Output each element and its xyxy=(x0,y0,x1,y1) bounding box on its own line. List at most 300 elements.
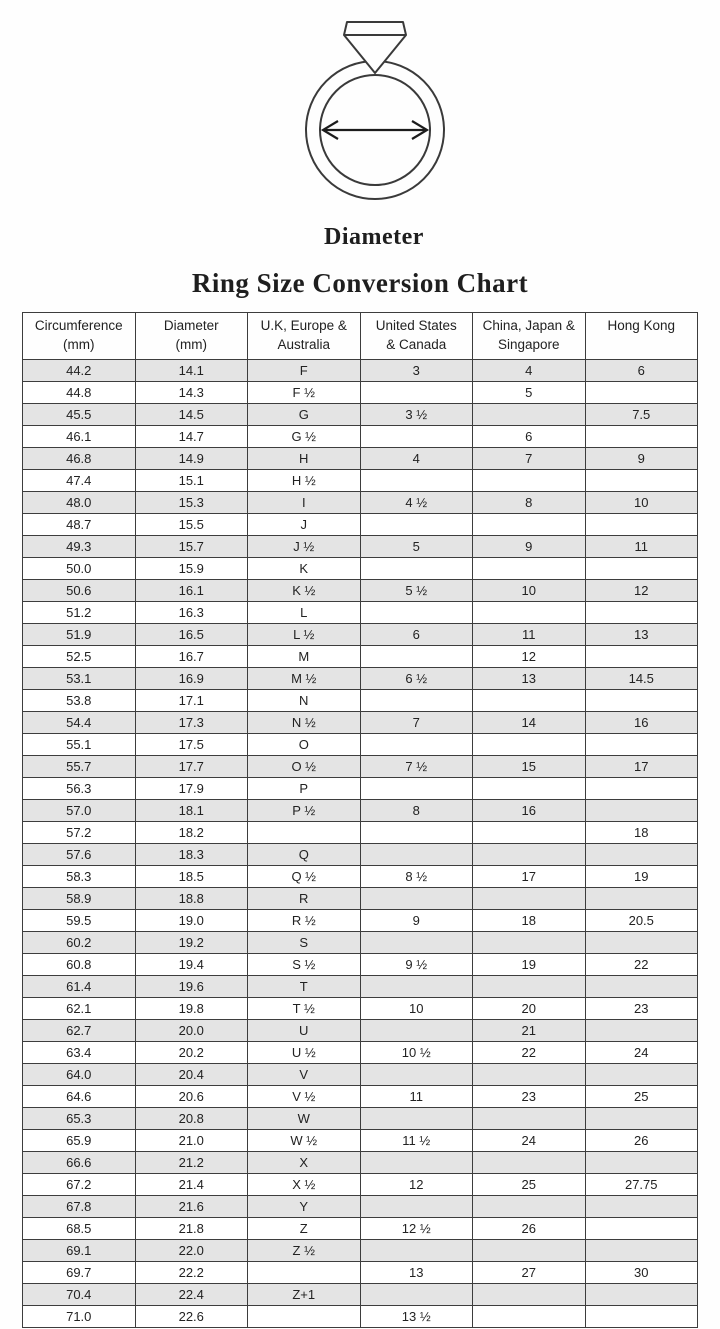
cell-us-canada: 11 xyxy=(360,1086,473,1108)
cell-us-canada: 3 xyxy=(360,360,473,382)
cell-hong-kong xyxy=(585,1108,698,1130)
table-header-row xyxy=(23,313,698,360)
table-row xyxy=(23,426,698,448)
cell-circumference-mm: 64.0 xyxy=(23,1064,136,1086)
cell-china-japan-singapore xyxy=(473,778,586,800)
cell-circumference-mm: 60.2 xyxy=(23,932,136,954)
cell-hong-kong xyxy=(585,1196,698,1218)
cell-hong-kong: 23 xyxy=(585,998,698,1020)
cell-uk-europe-australia: R ½ xyxy=(248,910,361,932)
table-row xyxy=(23,536,698,558)
cell-hong-kong: 7.5 xyxy=(585,404,698,426)
cell-circumference-mm: 65.9 xyxy=(23,1130,136,1152)
cell-diameter-mm: 16.1 xyxy=(135,580,248,602)
cell-hong-kong xyxy=(585,800,698,822)
cell-china-japan-singapore: 15 xyxy=(473,756,586,778)
cell-circumference-mm: 57.0 xyxy=(23,800,136,822)
cell-circumference-mm: 48.0 xyxy=(23,492,136,514)
cell-uk-europe-australia: F ½ xyxy=(248,382,361,404)
cell-uk-europe-australia: J xyxy=(248,514,361,536)
cell-us-canada: 7 xyxy=(360,712,473,734)
cell-hong-kong: 27.75 xyxy=(585,1174,698,1196)
cell-china-japan-singapore xyxy=(473,690,586,712)
cell-us-canada: 5 xyxy=(360,536,473,558)
cell-hong-kong: 16 xyxy=(585,712,698,734)
cell-hong-kong: 26 xyxy=(585,1130,698,1152)
cell-us-canada xyxy=(360,1196,473,1218)
cell-china-japan-singapore xyxy=(473,1152,586,1174)
cell-uk-europe-australia: V ½ xyxy=(248,1086,361,1108)
cell-uk-europe-australia: L xyxy=(248,602,361,624)
cell-uk-europe-australia: H xyxy=(248,448,361,470)
cell-diameter-mm: 16.3 xyxy=(135,602,248,624)
cell-us-canada: 9 xyxy=(360,910,473,932)
table-row xyxy=(23,954,698,976)
cell-china-japan-singapore: 26 xyxy=(473,1218,586,1240)
cell-hong-kong: 30 xyxy=(585,1262,698,1284)
cell-diameter-mm: 15.7 xyxy=(135,536,248,558)
cell-uk-europe-australia xyxy=(248,822,361,844)
cell-diameter-mm: 20.2 xyxy=(135,1042,248,1064)
cell-china-japan-singapore xyxy=(473,1284,586,1306)
cell-us-canada xyxy=(360,1240,473,1262)
cell-china-japan-singapore xyxy=(473,888,586,910)
cell-uk-europe-australia: Q ½ xyxy=(248,866,361,888)
cell-hong-kong xyxy=(585,690,698,712)
cell-uk-europe-australia: M ½ xyxy=(248,668,361,690)
table-row xyxy=(23,1218,698,1240)
cell-hong-kong: 25 xyxy=(585,1086,698,1108)
table-row xyxy=(23,1152,698,1174)
cell-diameter-mm: 19.8 xyxy=(135,998,248,1020)
cell-circumference-mm: 66.6 xyxy=(23,1152,136,1174)
table-row xyxy=(23,866,698,888)
cell-uk-europe-australia: V xyxy=(248,1064,361,1086)
cell-hong-kong xyxy=(585,514,698,536)
cell-china-japan-singapore xyxy=(473,734,586,756)
cell-circumference-mm: 61.4 xyxy=(23,976,136,998)
table-row xyxy=(23,360,698,382)
cell-us-canada xyxy=(360,1152,473,1174)
cell-circumference-mm: 44.8 xyxy=(23,382,136,404)
table-row xyxy=(23,470,698,492)
table-row xyxy=(23,734,698,756)
table-row xyxy=(23,1042,698,1064)
cell-us-canada: 13 xyxy=(360,1262,473,1284)
cell-circumference-mm: 63.4 xyxy=(23,1042,136,1064)
cell-china-japan-singapore: 19 xyxy=(473,954,586,976)
cell-circumference-mm: 58.3 xyxy=(23,866,136,888)
table-row xyxy=(23,668,698,690)
cell-hong-kong xyxy=(585,734,698,756)
cell-circumference-mm: 46.1 xyxy=(23,426,136,448)
cell-hong-kong: 13 xyxy=(585,624,698,646)
table-row xyxy=(23,1086,698,1108)
cell-uk-europe-australia: Y xyxy=(248,1196,361,1218)
cell-us-canada: 12 xyxy=(360,1174,473,1196)
cell-circumference-mm: 69.1 xyxy=(23,1240,136,1262)
table-row xyxy=(23,1306,698,1328)
cell-us-canada xyxy=(360,778,473,800)
cell-diameter-mm: 21.6 xyxy=(135,1196,248,1218)
cell-diameter-mm: 15.3 xyxy=(135,492,248,514)
cell-us-canada xyxy=(360,558,473,580)
cell-uk-europe-australia: O xyxy=(248,734,361,756)
cell-circumference-mm: 67.2 xyxy=(23,1174,136,1196)
cell-uk-europe-australia: P xyxy=(248,778,361,800)
cell-uk-europe-australia: S xyxy=(248,932,361,954)
cell-china-japan-singapore: 16 xyxy=(473,800,586,822)
cell-circumference-mm: 64.6 xyxy=(23,1086,136,1108)
table-row xyxy=(23,932,698,954)
cell-china-japan-singapore: 4 xyxy=(473,360,586,382)
table-row xyxy=(23,1130,698,1152)
table-row xyxy=(23,712,698,734)
cell-circumference-mm: 60.8 xyxy=(23,954,136,976)
cell-diameter-mm: 15.5 xyxy=(135,514,248,536)
cell-diameter-mm: 18.1 xyxy=(135,800,248,822)
table-row xyxy=(23,844,698,866)
cell-uk-europe-australia: U ½ xyxy=(248,1042,361,1064)
ring-diagram xyxy=(0,12,720,251)
cell-us-canada xyxy=(360,734,473,756)
cell-diameter-mm: 15.9 xyxy=(135,558,248,580)
cell-uk-europe-australia: X xyxy=(248,1152,361,1174)
table-row xyxy=(23,822,698,844)
cell-us-canada xyxy=(360,822,473,844)
cell-diameter-mm: 14.1 xyxy=(135,360,248,382)
cell-us-canada: 13 ½ xyxy=(360,1306,473,1328)
cell-hong-kong: 12 xyxy=(585,580,698,602)
cell-hong-kong xyxy=(585,1284,698,1306)
cell-us-canada xyxy=(360,1108,473,1130)
cell-diameter-mm: 15.1 xyxy=(135,470,248,492)
table-row xyxy=(23,492,698,514)
cell-circumference-mm: 58.9 xyxy=(23,888,136,910)
cell-uk-europe-australia: P ½ xyxy=(248,800,361,822)
cell-uk-europe-australia: J ½ xyxy=(248,536,361,558)
cell-circumference-mm: 53.1 xyxy=(23,668,136,690)
cell-china-japan-singapore xyxy=(473,1240,586,1262)
cell-diameter-mm: 19.2 xyxy=(135,932,248,954)
cell-us-canada xyxy=(360,932,473,954)
cell-us-canada: 9 ½ xyxy=(360,954,473,976)
cell-hong-kong: 18 xyxy=(585,822,698,844)
cell-uk-europe-australia: X ½ xyxy=(248,1174,361,1196)
cell-diameter-mm: 16.9 xyxy=(135,668,248,690)
cell-us-canada xyxy=(360,690,473,712)
cell-circumference-mm: 51.2 xyxy=(23,602,136,624)
cell-us-canada: 8 xyxy=(360,800,473,822)
table-row xyxy=(23,1196,698,1218)
cell-diameter-mm: 22.2 xyxy=(135,1262,248,1284)
cell-uk-europe-australia: W ½ xyxy=(248,1130,361,1152)
cell-hong-kong: 22 xyxy=(585,954,698,976)
cell-us-canada xyxy=(360,646,473,668)
cell-uk-europe-australia: K xyxy=(248,558,361,580)
cell-uk-europe-australia: L ½ xyxy=(248,624,361,646)
cell-us-canada: 4 ½ xyxy=(360,492,473,514)
cell-circumference-mm: 50.0 xyxy=(23,558,136,580)
cell-us-canada xyxy=(360,382,473,404)
cell-hong-kong: 19 xyxy=(585,866,698,888)
cell-china-japan-singapore xyxy=(473,470,586,492)
cell-us-canada: 8 ½ xyxy=(360,866,473,888)
page-title: Ring Size Conversion Chart xyxy=(191,268,529,298)
cell-us-canada: 6 ½ xyxy=(360,668,473,690)
cell-hong-kong xyxy=(585,1064,698,1086)
cell-china-japan-singapore xyxy=(473,1306,586,1328)
cell-uk-europe-australia: T ½ xyxy=(248,998,361,1020)
cell-uk-europe-australia: N xyxy=(248,690,361,712)
cell-circumference-mm: 54.4 xyxy=(23,712,136,734)
cell-circumference-mm: 71.0 xyxy=(23,1306,136,1328)
cell-us-canada xyxy=(360,426,473,448)
cell-uk-europe-australia: G ½ xyxy=(248,426,361,448)
cell-hong-kong xyxy=(585,778,698,800)
cell-us-canada: 4 xyxy=(360,448,473,470)
cell-uk-europe-australia: R xyxy=(248,888,361,910)
cell-circumference-mm: 49.3 xyxy=(23,536,136,558)
cell-uk-europe-australia: F xyxy=(248,360,361,382)
cell-diameter-mm: 21.8 xyxy=(135,1218,248,1240)
cell-diameter-mm: 20.6 xyxy=(135,1086,248,1108)
table-row xyxy=(23,580,698,602)
cell-diameter-mm: 19.6 xyxy=(135,976,248,998)
cell-circumference-mm: 67.8 xyxy=(23,1196,136,1218)
cell-circumference-mm: 65.3 xyxy=(23,1108,136,1130)
cell-diameter-mm: 22.0 xyxy=(135,1240,248,1262)
cell-diameter-mm: 20.0 xyxy=(135,1020,248,1042)
cell-us-canada xyxy=(360,470,473,492)
cell-hong-kong xyxy=(585,470,698,492)
cell-china-japan-singapore xyxy=(473,932,586,954)
table-row xyxy=(23,602,698,624)
cell-hong-kong: 20.5 xyxy=(585,910,698,932)
table-row xyxy=(23,1064,698,1086)
cell-circumference-mm: 70.4 xyxy=(23,1284,136,1306)
cell-china-japan-singapore xyxy=(473,976,586,998)
cell-uk-europe-australia: G xyxy=(248,404,361,426)
cell-circumference-mm: 55.7 xyxy=(23,756,136,778)
cell-us-canada: 10 xyxy=(360,998,473,1020)
cell-circumference-mm: 68.5 xyxy=(23,1218,136,1240)
cell-diameter-mm: 17.9 xyxy=(135,778,248,800)
cell-diameter-mm: 18.8 xyxy=(135,888,248,910)
cell-diameter-mm: 16.7 xyxy=(135,646,248,668)
table-row xyxy=(23,910,698,932)
cell-hong-kong xyxy=(585,602,698,624)
column-header-diameter-mm: Diameter (mm) xyxy=(135,313,248,360)
cell-circumference-mm: 45.5 xyxy=(23,404,136,426)
cell-circumference-mm: 50.6 xyxy=(23,580,136,602)
cell-circumference-mm: 62.7 xyxy=(23,1020,136,1042)
cell-uk-europe-australia xyxy=(248,1262,361,1284)
table-row xyxy=(23,646,698,668)
cell-diameter-mm: 18.2 xyxy=(135,822,248,844)
cell-china-japan-singapore xyxy=(473,404,586,426)
cell-china-japan-singapore xyxy=(473,602,586,624)
cell-diameter-mm: 17.3 xyxy=(135,712,248,734)
cell-china-japan-singapore: 24 xyxy=(473,1130,586,1152)
cell-hong-kong xyxy=(585,1306,698,1328)
table-row xyxy=(23,888,698,910)
table-row xyxy=(23,448,698,470)
cell-hong-kong: 9 xyxy=(585,448,698,470)
cell-us-canada xyxy=(360,602,473,624)
cell-uk-europe-australia: I xyxy=(248,492,361,514)
table-row xyxy=(23,800,698,822)
cell-hong-kong: 10 xyxy=(585,492,698,514)
cell-us-canada xyxy=(360,888,473,910)
cell-circumference-mm: 46.8 xyxy=(23,448,136,470)
ring-diameter-icon xyxy=(300,12,450,212)
column-header-uk-europe-australia: U.K, Europe & Australia xyxy=(248,313,361,360)
cell-china-japan-singapore: 27 xyxy=(473,1262,586,1284)
cell-uk-europe-australia: Z+1 xyxy=(248,1284,361,1306)
ring-size-conversion-table xyxy=(22,312,698,1328)
cell-china-japan-singapore xyxy=(473,822,586,844)
cell-circumference-mm: 62.1 xyxy=(23,998,136,1020)
cell-circumference-mm: 57.2 xyxy=(23,822,136,844)
cell-us-canada xyxy=(360,1064,473,1086)
table-row xyxy=(23,1020,698,1042)
column-header-china-japan-singapore: China, Japan & Singapore xyxy=(473,313,586,360)
table-row xyxy=(23,382,698,404)
cell-diameter-mm: 17.7 xyxy=(135,756,248,778)
cell-uk-europe-australia: Z ½ xyxy=(248,1240,361,1262)
cell-china-japan-singapore xyxy=(473,844,586,866)
cell-hong-kong xyxy=(585,976,698,998)
cell-uk-europe-australia: O ½ xyxy=(248,756,361,778)
cell-us-canada: 5 ½ xyxy=(360,580,473,602)
cell-china-japan-singapore: 14 xyxy=(473,712,586,734)
cell-china-japan-singapore xyxy=(473,1064,586,1086)
cell-us-canada: 6 xyxy=(360,624,473,646)
cell-circumference-mm: 59.5 xyxy=(23,910,136,932)
cell-china-japan-singapore: 11 xyxy=(473,624,586,646)
cell-china-japan-singapore xyxy=(473,514,586,536)
cell-circumference-mm: 47.4 xyxy=(23,470,136,492)
cell-uk-europe-australia: Q xyxy=(248,844,361,866)
cell-us-canada xyxy=(360,976,473,998)
cell-uk-europe-australia: U xyxy=(248,1020,361,1042)
cell-china-japan-singapore: 21 xyxy=(473,1020,586,1042)
table-header xyxy=(23,313,698,360)
cell-diameter-mm: 22.4 xyxy=(135,1284,248,1306)
cell-china-japan-singapore: 17 xyxy=(473,866,586,888)
diameter-caption: Diameter xyxy=(324,224,424,250)
cell-china-japan-singapore xyxy=(473,1196,586,1218)
cell-china-japan-singapore: 6 xyxy=(473,426,586,448)
cell-diameter-mm: 14.5 xyxy=(135,404,248,426)
table-row xyxy=(23,624,698,646)
cell-china-japan-singapore: 23 xyxy=(473,1086,586,1108)
table-row xyxy=(23,756,698,778)
cell-diameter-mm: 21.2 xyxy=(135,1152,248,1174)
cell-china-japan-singapore xyxy=(473,1108,586,1130)
cell-diameter-mm: 16.5 xyxy=(135,624,248,646)
cell-hong-kong: 24 xyxy=(585,1042,698,1064)
cell-diameter-mm: 19.0 xyxy=(135,910,248,932)
cell-circumference-mm: 57.6 xyxy=(23,844,136,866)
cell-circumference-mm: 51.9 xyxy=(23,624,136,646)
cell-us-canada xyxy=(360,1020,473,1042)
cell-circumference-mm: 56.3 xyxy=(23,778,136,800)
cell-hong-kong xyxy=(585,1152,698,1174)
cell-diameter-mm: 18.3 xyxy=(135,844,248,866)
table-row xyxy=(23,1240,698,1262)
column-header-hong-kong: Hong Kong xyxy=(585,313,698,360)
cell-hong-kong xyxy=(585,1240,698,1262)
cell-us-canada: 10 ½ xyxy=(360,1042,473,1064)
cell-diameter-mm: 17.5 xyxy=(135,734,248,756)
cell-hong-kong: 6 xyxy=(585,360,698,382)
cell-circumference-mm: 69.7 xyxy=(23,1262,136,1284)
cell-diameter-mm: 14.3 xyxy=(135,382,248,404)
cell-uk-europe-australia: S ½ xyxy=(248,954,361,976)
cell-hong-kong: 17 xyxy=(585,756,698,778)
cell-us-canada: 7 ½ xyxy=(360,756,473,778)
cell-hong-kong xyxy=(585,558,698,580)
cell-hong-kong xyxy=(585,426,698,448)
cell-us-canada xyxy=(360,1284,473,1306)
table-row xyxy=(23,690,698,712)
cell-china-japan-singapore: 13 xyxy=(473,668,586,690)
cell-uk-europe-australia: W xyxy=(248,1108,361,1130)
cell-china-japan-singapore: 5 xyxy=(473,382,586,404)
cell-hong-kong xyxy=(585,932,698,954)
cell-china-japan-singapore: 18 xyxy=(473,910,586,932)
cell-china-japan-singapore: 10 xyxy=(473,580,586,602)
cell-diameter-mm: 20.8 xyxy=(135,1108,248,1130)
cell-uk-europe-australia: M xyxy=(248,646,361,668)
cell-hong-kong xyxy=(585,844,698,866)
cell-china-japan-singapore: 7 xyxy=(473,448,586,470)
table-row xyxy=(23,514,698,536)
cell-china-japan-singapore: 8 xyxy=(473,492,586,514)
cell-diameter-mm: 17.1 xyxy=(135,690,248,712)
cell-china-japan-singapore: 25 xyxy=(473,1174,586,1196)
column-header-us-canada: United States & Canada xyxy=(360,313,473,360)
table-row xyxy=(23,778,698,800)
cell-diameter-mm: 19.4 xyxy=(135,954,248,976)
table-row xyxy=(23,1174,698,1196)
cell-circumference-mm: 44.2 xyxy=(23,360,136,382)
cell-diameter-mm: 21.0 xyxy=(135,1130,248,1152)
cell-uk-europe-australia xyxy=(248,1306,361,1328)
table-row xyxy=(23,1262,698,1284)
table-body xyxy=(23,360,698,1328)
cell-hong-kong xyxy=(585,646,698,668)
cell-us-canada: 12 ½ xyxy=(360,1218,473,1240)
column-header-circumference-mm: Circumference (mm) xyxy=(23,313,136,360)
cell-circumference-mm: 55.1 xyxy=(23,734,136,756)
cell-uk-europe-australia: N ½ xyxy=(248,712,361,734)
cell-hong-kong: 11 xyxy=(585,536,698,558)
cell-circumference-mm: 53.8 xyxy=(23,690,136,712)
cell-us-canada xyxy=(360,514,473,536)
cell-hong-kong xyxy=(585,888,698,910)
cell-circumference-mm: 48.7 xyxy=(23,514,136,536)
cell-diameter-mm: 22.6 xyxy=(135,1306,248,1328)
cell-circumference-mm: 52.5 xyxy=(23,646,136,668)
cell-us-canada xyxy=(360,844,473,866)
cell-diameter-mm: 18.5 xyxy=(135,866,248,888)
cell-hong-kong xyxy=(585,1020,698,1042)
cell-hong-kong xyxy=(585,1218,698,1240)
cell-uk-europe-australia: H ½ xyxy=(248,470,361,492)
